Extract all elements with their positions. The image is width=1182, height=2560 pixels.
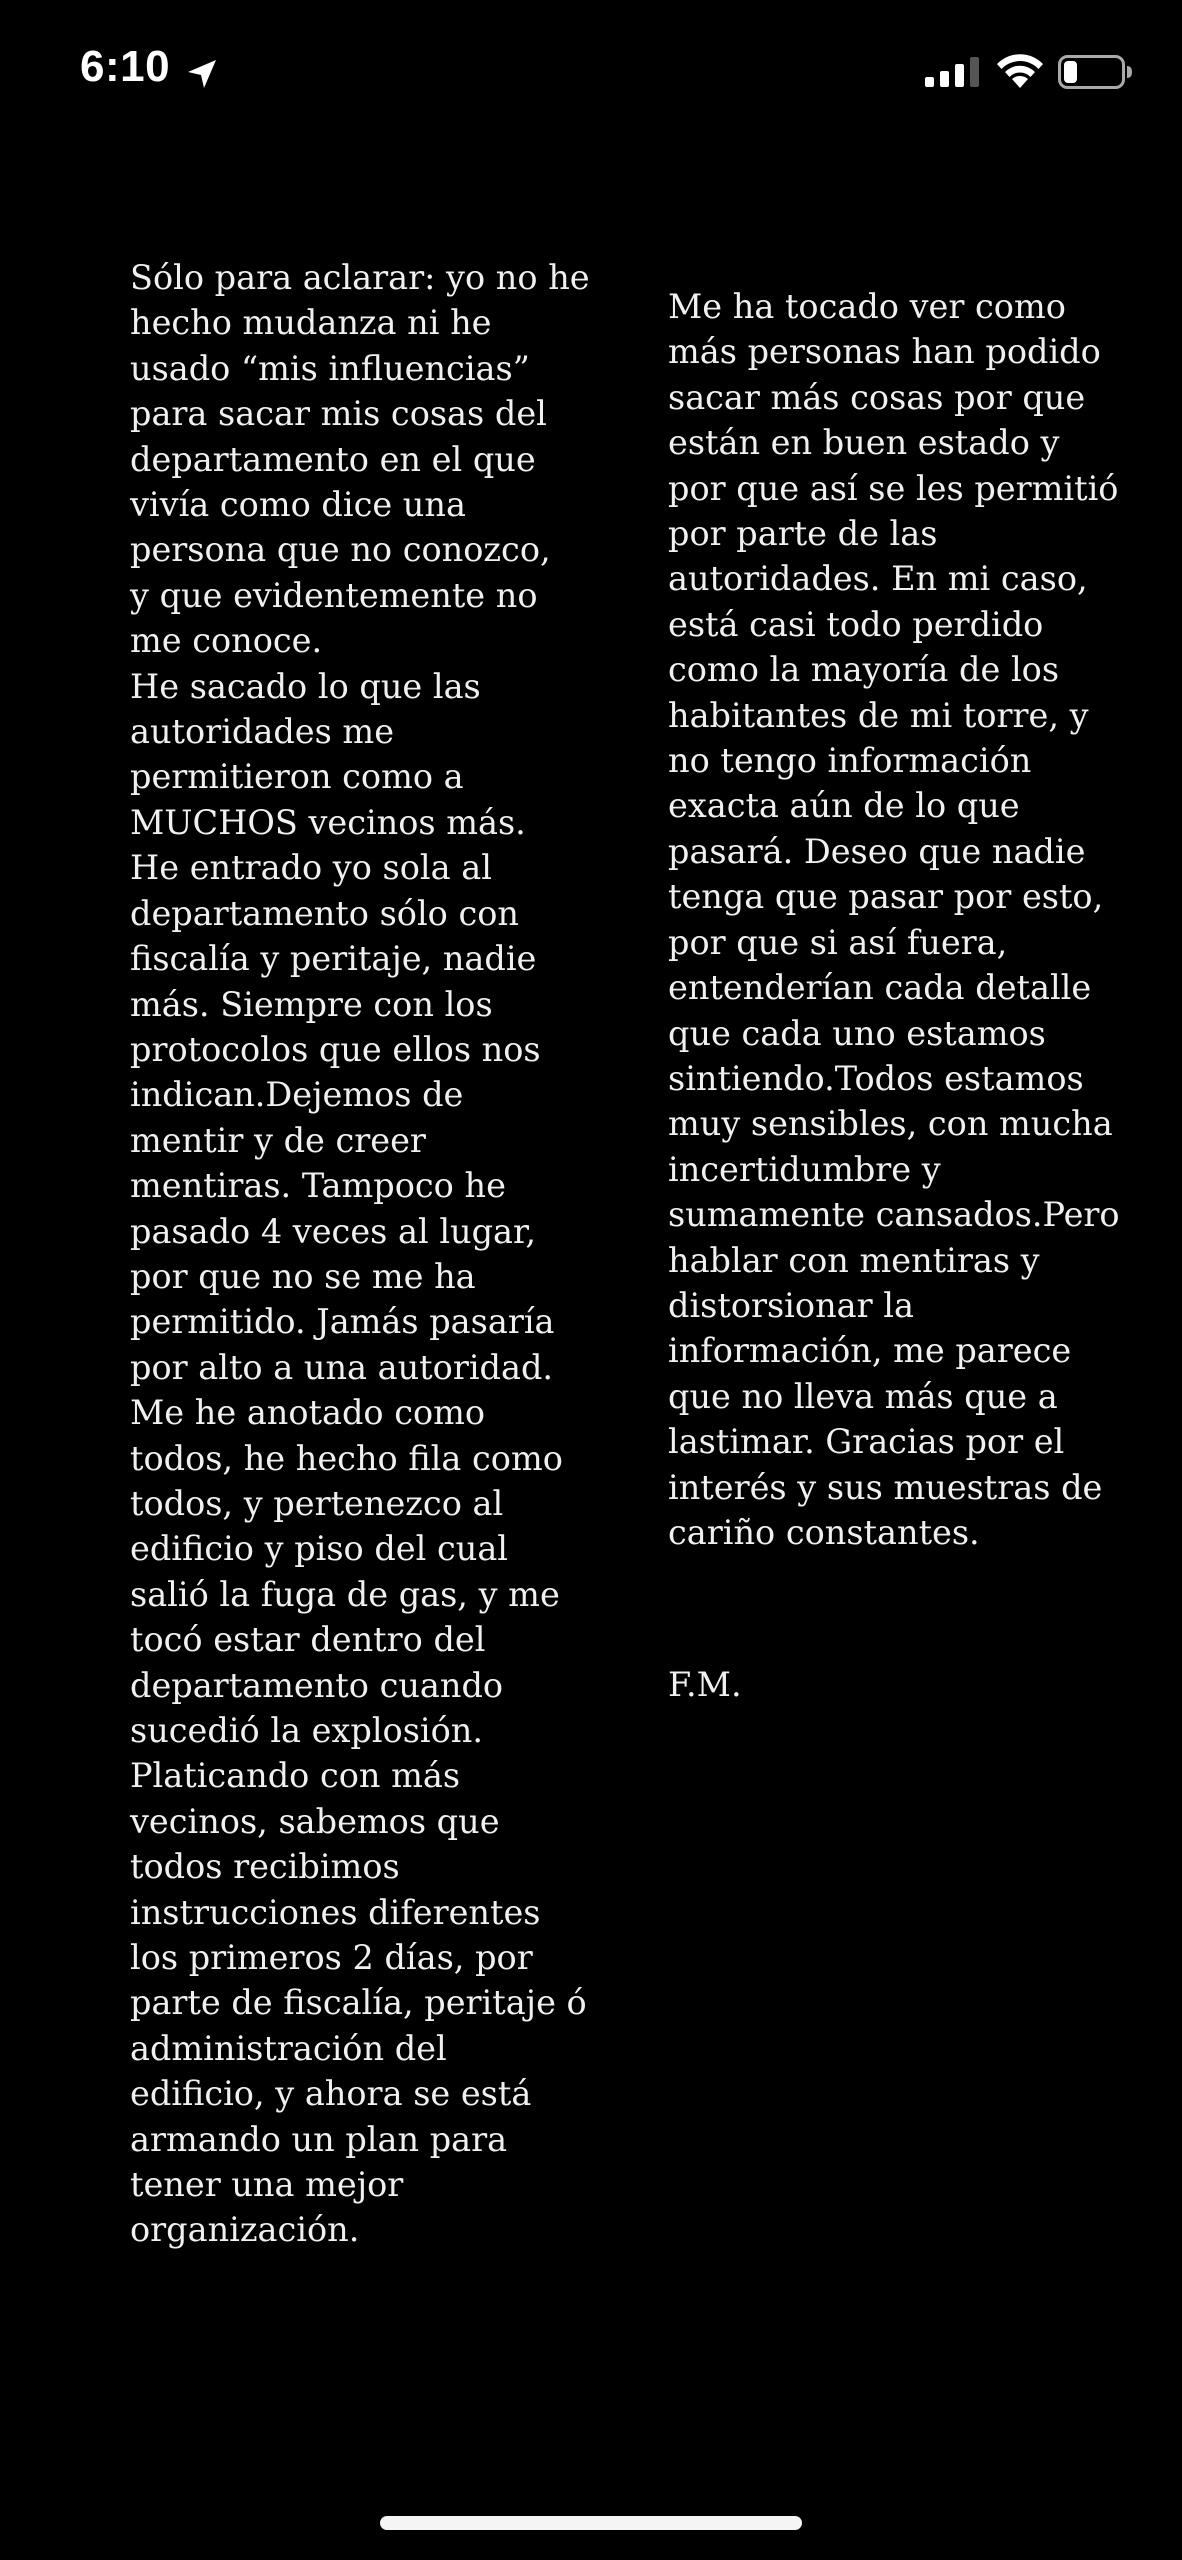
story-text-line: He sacado lo que las bbox=[130, 666, 481, 706]
story-text-line: salió la fuga de gas, y me bbox=[130, 1574, 560, 1614]
signature: F.M. bbox=[668, 1665, 742, 1704]
story-text-line: armando un plan para bbox=[130, 2119, 508, 2159]
story-text-line: tocó estar dentro del bbox=[130, 1620, 486, 1660]
story-text-line: que no lleva más que a bbox=[668, 1376, 1058, 1416]
story-text-line: mentir y de creer bbox=[130, 1120, 426, 1160]
story-text-line: tener una mejor bbox=[130, 2165, 404, 2205]
story-text-line: está casi todo perdido bbox=[668, 604, 1044, 644]
story-text-line: hablar con mentiras y bbox=[668, 1240, 1040, 1280]
story-text-line: Me ha tocado ver como bbox=[668, 287, 1066, 326]
wifi-icon bbox=[995, 50, 1045, 88]
story-text-line: instrucciones diferentes bbox=[130, 1892, 541, 1932]
story-text-line: Platicando con más bbox=[130, 1756, 461, 1796]
story-text-line: habitantes de mi torre, y bbox=[668, 695, 1089, 735]
story-text-line: fiscalía y peritaje, nadie bbox=[130, 939, 537, 979]
story-text-line: mentiras. Tampoco he bbox=[130, 1166, 506, 1206]
story-text-line: usado “mis influencias” bbox=[130, 348, 530, 388]
story-text-line: departamento en el que bbox=[130, 439, 536, 479]
story-text-line: entenderían cada detalle bbox=[668, 968, 1092, 1008]
story-text-line: los primeros 2 días, por bbox=[130, 1938, 533, 1978]
story-text-line: muy sensibles, con mucha bbox=[668, 1104, 1113, 1144]
story-text-line: permitieron como a bbox=[130, 757, 464, 797]
story-text-line: indican.Dejemos de bbox=[130, 1075, 464, 1115]
story-text-line: por parte de las bbox=[668, 514, 938, 554]
story-text-line: interés y sus muestras de bbox=[668, 1467, 1103, 1507]
story-text-line: pasará. Deseo que nadie bbox=[668, 831, 1086, 871]
story-text-line: para sacar mis cosas del bbox=[130, 394, 547, 434]
story-text-line: Me he anotado como bbox=[130, 1393, 486, 1433]
story-text-line: están en buen estado y bbox=[668, 423, 1060, 463]
story-text-line: todos, he hecho fila como bbox=[130, 1438, 563, 1478]
story-text-line: vivía como dice una bbox=[130, 485, 466, 525]
status-time: 6:10 bbox=[80, 42, 171, 91]
story-text-line: cariño constantes. bbox=[668, 1512, 980, 1552]
story-text-right-column bbox=[668, 284, 1120, 1555]
story-text-line: vecinos, sabemos que bbox=[130, 1801, 500, 1841]
story-text-line: departamento sólo con bbox=[130, 893, 519, 933]
story-text-line: por que así se les permitió bbox=[668, 468, 1119, 508]
story-text-line: información, me parece bbox=[668, 1331, 1072, 1371]
story-text-line: pasado 4 veces al lugar, bbox=[130, 1211, 537, 1251]
story-text-line: autoridades me bbox=[130, 712, 395, 752]
story-text-line: más personas han podido bbox=[668, 332, 1101, 372]
home-indicator[interactable] bbox=[380, 2516, 802, 2530]
story-text-line: protocolos que ellos nos bbox=[130, 1029, 541, 1069]
story-text-left-column bbox=[130, 255, 590, 2253]
story-text-line: autoridades. En mi caso, bbox=[668, 559, 1088, 599]
story-text-line: todos, y pertenezco al bbox=[130, 1483, 504, 1523]
story-text-line: permitido. Jamás pasaría bbox=[130, 1302, 555, 1342]
story-text-line: más. Siempre con los bbox=[130, 984, 493, 1024]
story-text-line: hecho mudanza ni he bbox=[130, 303, 492, 343]
location-arrow-icon bbox=[186, 58, 218, 90]
battery-icon bbox=[1058, 55, 1134, 89]
story-text-line: persona que no conozco, bbox=[130, 530, 551, 570]
story-text-line: edificio, y ahora se está bbox=[130, 2074, 532, 2114]
story-text-line: todos recibimos bbox=[130, 1847, 400, 1887]
story-text-line: tenga que pasar por esto, bbox=[668, 877, 1104, 917]
story-text-line: lastimar. Gracias por el bbox=[668, 1422, 1065, 1462]
story-text-line: organización. bbox=[130, 2210, 360, 2250]
story-text-line: exacta aún de lo que bbox=[668, 786, 1020, 826]
story-text-line: departamento cuando bbox=[130, 1665, 504, 1705]
story-text-line: Sólo para aclarar: yo no he bbox=[130, 258, 590, 297]
status-bar bbox=[0, 0, 1182, 150]
story-text-line: como la mayoría de los bbox=[668, 650, 1060, 690]
story-text-line: parte de fiscalía, peritaje ó bbox=[130, 1983, 587, 2023]
story-text-line: MUCHOS vecinos más. bbox=[130, 802, 526, 842]
story-text-line: me conoce. bbox=[130, 621, 323, 661]
cellular-signal-icon bbox=[925, 57, 981, 87]
story-text-line: sacar más cosas por que bbox=[668, 377, 1086, 417]
story-text-line: administración del bbox=[130, 2028, 447, 2068]
story-text-line: edificio y piso del cual bbox=[130, 1529, 509, 1569]
story-text-line: no tengo información bbox=[668, 741, 1032, 781]
story-text-line: He entrado yo sola al bbox=[130, 848, 492, 888]
story-text-line: por que no se me ha bbox=[130, 1256, 476, 1296]
story-text-line: sintiendo.Todos estamos bbox=[668, 1058, 1084, 1098]
story-text-line: incertidumbre y bbox=[668, 1149, 941, 1189]
story-text-line: sucedió la explosión. bbox=[130, 1711, 484, 1750]
story-text-line: por que si así fuera, bbox=[668, 922, 1008, 962]
story-text-line: y que evidentemente no bbox=[130, 575, 538, 615]
story-text-line: distorsionar la bbox=[668, 1285, 914, 1325]
story-text-line: por alto a una autoridad. bbox=[130, 1347, 554, 1387]
story-text-line: que cada uno estamos bbox=[668, 1013, 1046, 1053]
story-text-line: sumamente cansados.Pero bbox=[668, 1195, 1120, 1235]
